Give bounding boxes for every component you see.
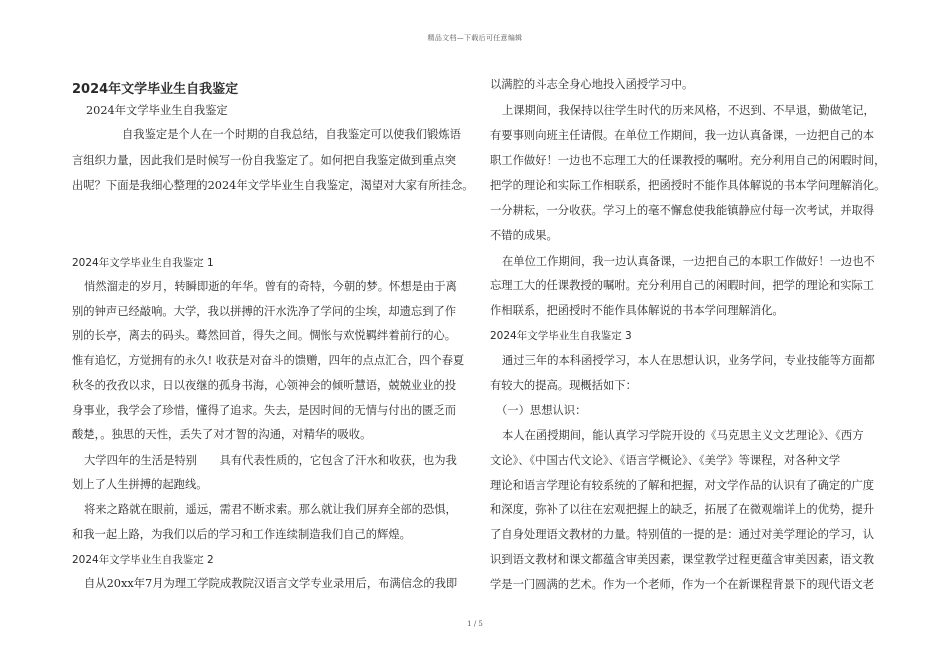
intro-heading: 2024年文学毕业生自我鉴定 [86, 104, 228, 117]
paragraph-line: 文论》、《中国古代文论》、《语言学概论》、《美学》等课程，对各种文学 [490, 454, 841, 467]
paragraph-line: 言组织力量，因此我们是时候写一份自我鉴定了。如何把自我鉴定做到重点突 [72, 154, 457, 167]
paragraph-line: 自我鉴定是个人在一个时期的自我总结，自我鉴定可以使我们锻炼语 [122, 128, 461, 141]
document-title: 2024年文学毕业生自我鉴定 [72, 82, 239, 97]
paragraph-line: 大学四年的生活是特别 具有代表性质的，它包含了汗水和收获，也为我 [84, 454, 457, 467]
paragraph-line: 惟有追忆，方觉拥有的永久! 收获是对奋斗的馈赠，四年的点点汇合，四个春夏 [72, 354, 465, 367]
paragraph-line: 忘理工大的任课教授的嘱咐。充分利用自己的闲暇时间，把学的理论和实际工 [490, 279, 875, 292]
section-heading-1: 2024年文学毕业生自我鉴定 1 [72, 257, 214, 269]
paragraph-line: 以满腔的斗志全身心地投入函授学习中。 [490, 78, 694, 91]
paragraph-line: 划上了人生拼搏的起跑线。 [72, 478, 208, 491]
section-heading-3: 2024年文学毕业生自我鉴定 3 [490, 330, 632, 342]
paragraph-line: 和我一起上路，为我们以后的学习和工作连续制造我们自己的辉煌。 [72, 528, 411, 541]
paragraph-line: 将来之路就在眼前，遥远，需君不断求索。那么就让我们屏弃全部的恐惧， [84, 503, 457, 516]
section-heading-2: 2024年文学毕业生自我鉴定 2 [72, 554, 214, 566]
paragraph-line: 有要事则向班主任请假。在单位工作期间，我一边认真备课，一边把自己的本 [490, 129, 875, 142]
paragraph-line: 别的长亭，离去的码头。蓦然回首，得失之间。惆怅与欢悦羁绊着前行的心。 [72, 329, 457, 342]
paragraph-line: 识到语文教材和课文都蕴含审美因素，课堂教学过程更蕴含审美因素，语文教 [490, 553, 875, 566]
paragraph-line: 悄然溜走的岁月，转瞬即逝的年华。曾有的奇特，今朝的梦。怀想是由于离 [84, 280, 457, 293]
paragraph-line: 不错的成果。 [490, 229, 558, 242]
paragraph-line: 秋冬的孜孜以求，日以夜继的孤身书海，心领神会的倾听慧语，兢兢业业的投 [72, 379, 457, 392]
paragraph-line: 在单位工作期间，我一边认真备课，一边把自己的本职工作做好！一边也不 [502, 255, 875, 268]
paragraph-line: 学是一门圆满的艺术。作为一个老师，作为一个在新课程背景下的现代语文老 [490, 578, 875, 591]
paragraph-line: 上课期间，我保持以往学生时代的历来风格，不迟到、不早退，勤做笔记， [502, 104, 875, 117]
paragraph-line: 了自身处理语文教材的力量。特别值的一提的是：通过对美学理论的学习，认 [490, 528, 875, 541]
paragraph-line: 自从20xx年7月为理工学院成教院汉语言文学专业录用后，布满信念的我即 [84, 577, 458, 590]
paragraph-line: 本人在函授期间，能认真学习学院开设的《马克思主义文艺理论》、《西方 [502, 429, 864, 442]
paragraph-line: 别的钟声已经敲响。大学，我以拼搏的汗水洗净了学问的尘埃，却遗忘到了作 [72, 305, 457, 318]
paragraph-line: 和深度，弥补了以往在宏观把握上的缺乏，拓展了在微观端详上的优势，提升 [490, 503, 875, 516]
page-number: 1 / 5 [467, 620, 483, 628]
paragraph-line: 酸楚，。独思的天性，丢失了对才智的沟通，对精华的吸收。 [72, 428, 372, 441]
paragraph-line: 作相联系，把函授时不能作具体解说的书本学问理解消化。 [490, 304, 784, 317]
paragraph-line: 职工作做好！一边也不忘理工大的任课教授的嘱咐。充分利用自己的闲暇时间， [490, 154, 886, 167]
page-header: 精品文档—下载后可任意编辑 [427, 34, 523, 42]
paragraph-line: 理论和语言学理论有较系统的了解和把握，对文学作品的认识有了确定的广度 [490, 479, 875, 492]
paragraph-line: 有较大的提高。现概括如下： [490, 379, 637, 392]
paragraph-line: 身事业，我学会了珍惜，懂得了追求。失去，是因时间的无情与付出的匮乏而 [72, 404, 457, 417]
paragraph-line: 把学的理论和实际工作相联系，把函授时不能作具体解说的书本学问理解消化。 [490, 179, 886, 192]
paragraph-line: 通过三年的本科函授学习，本人在思想认识，业务学问，专业技能等方面都 [502, 354, 875, 367]
subsection-heading: （一）思想认识： [496, 404, 587, 417]
paragraph-line: 一分耕耘，一分收获。学习上的毫不懈怠使我能镇静应付每一次考试，并取得 [490, 204, 875, 217]
paragraph-line: 出呢？下面是我细心整理的2024年文学毕业生自我鉴定，渴望对大家有所挂念。 [72, 179, 474, 192]
